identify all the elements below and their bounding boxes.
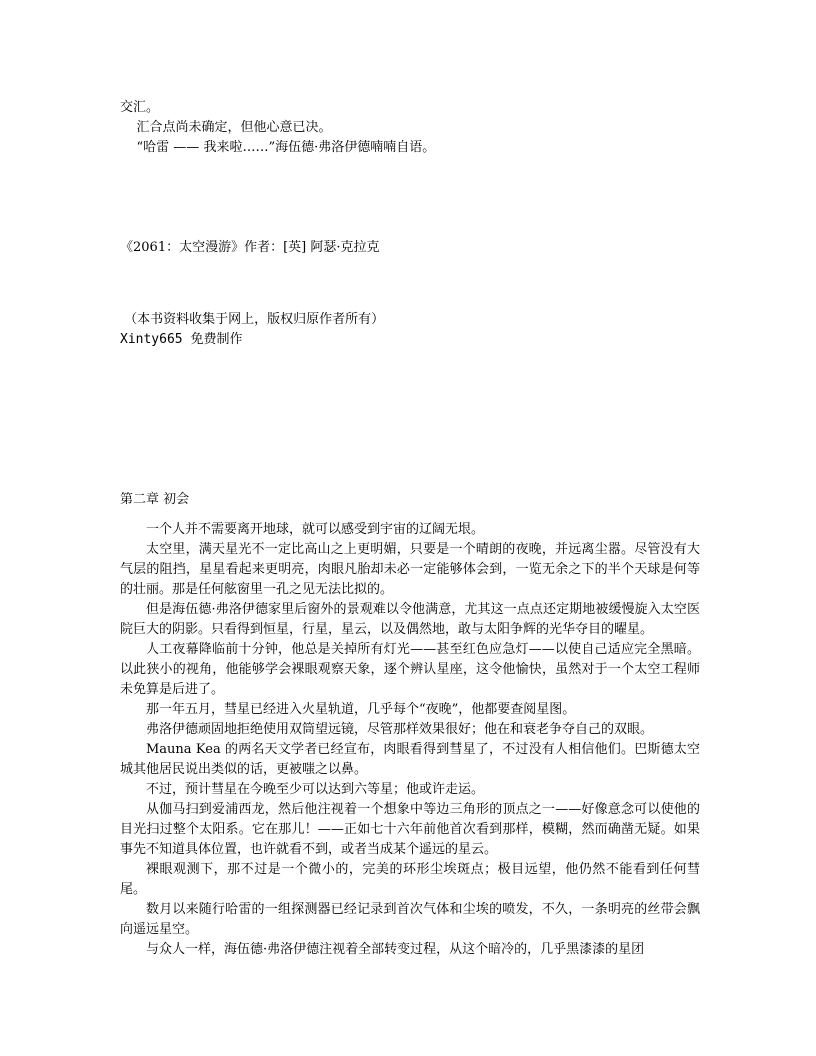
book-header: 《2061：太空漫游》作者：[英] 阿瑟·克拉克 <box>120 240 380 255</box>
paragraph: 裸眼观测下，那不过是一个微小的，完美的环形尘埃斑点；极目远望，他仍然不能看到任何彗尾。 <box>120 862 700 897</box>
producer-note: Xinty665 免费制作 <box>120 332 243 347</box>
paragraph: 太空里，满天星光不一定比高山之上更明媚，只要是一个晴朗的夜晚，并远离尘嚣。尽管没有大气层的阻挡，星星看起来更明亮，肉眼凡胎却未必一定能够体会到，一览无余之下的半个天球是何等的壮丽。那是任何舷窗里一孔之见无法比拟的。 <box>120 542 700 597</box>
paragraph: 人工夜幕降临前十分钟，他总是关掉所有灯光——甚至红色应急灯——以使自己适应完全黑暗。以此狭小的视角，他能够学会裸眼观察天象，逐个辨认星座，这令他愉快，虽然对于一个太空工程师未免算是后进了。 <box>120 642 700 697</box>
paragraph: 不过，预计彗星在今晚至少可以达到六等星；他或许走运。 <box>146 782 485 797</box>
paragraph: 但是海伍德·弗洛伊德家里后窗外的景观难以令他满意，尤其这一点点还定期地被缓慢旋入太空医院巨大的阴影。只看得到恒星，行星，星云，以及偶然地，敢与太阳争辉的光华夺目的曜星。 <box>120 602 700 637</box>
spacer <box>120 258 700 310</box>
text-line: 汇合点尚未确定，但他心意已决。 <box>120 120 332 135</box>
source-note: （本书资料收集于网上，版权归原作者所有） <box>120 312 385 327</box>
paragraph: 弗洛伊德顽固地拒绝使用双筒望远镜，尽管那样效果很好；他在和衰老争夺自己的双眼。 <box>146 722 654 737</box>
chapter-title: 第二章 初会 <box>120 492 190 507</box>
spacer <box>120 350 700 490</box>
spacer <box>120 158 700 238</box>
paragraph: 一个人并不需要离开地球，就可以感受到宇宙的辽阔无垠。 <box>146 522 485 537</box>
text-line: “哈雷 —— 我来啦……”海伍德·弗洛伊德喃喃自语。 <box>120 140 436 155</box>
paragraph: 数月以来随行哈雷的一组探测器已经记录到首次气体和尘埃的喷发，不久，一条明亮的丝带会飘向遥远星空。 <box>120 902 700 937</box>
document-page <box>120 98 700 960</box>
paragraph: 那一年五月，彗星已经进入火星轨道，几乎每个“夜晚”，他都要查阅星图。 <box>146 702 576 717</box>
paragraph: 从伽马扫到爱浦西龙，然后他注视着一个想象中等边三角形的顶点之一——好像意念可以使他的目光扫过整个太阳系。它在那儿！——正如七十六年前他首次看到那样，模糊，然而确凿无疑。如果事先不知道具体位置，也许就看不到，或者当成某个遥远的星云。 <box>120 802 700 857</box>
paragraph: Mauna Kea 的两名天文学者已经宣布，肉眼看得到彗星了，不过没有人相信他们。巴斯德太空城其他居民说出类似的话，更被嗤之以鼻。 <box>120 742 700 777</box>
spacer <box>120 510 700 520</box>
paragraph: 与众人一样，海伍德·弗洛伊德注视着全部转变过程，从这个暗冷的，几乎黑漆漆的星团 <box>146 942 645 957</box>
text-line: 交汇。 <box>120 100 160 115</box>
